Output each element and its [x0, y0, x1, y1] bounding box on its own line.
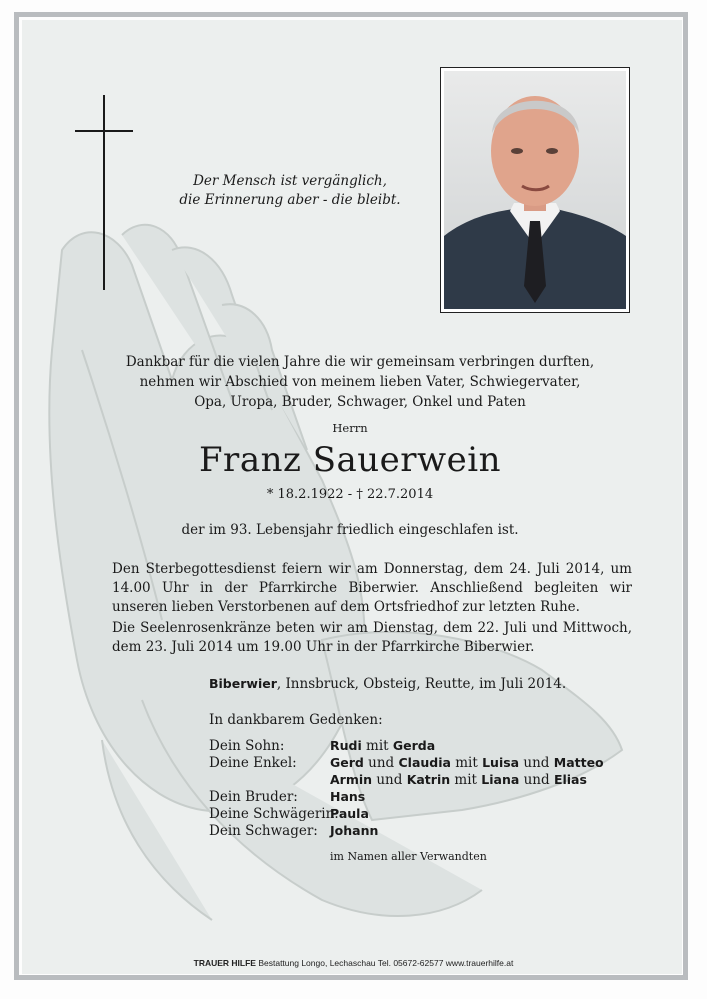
- conj: mit: [450, 755, 483, 771]
- grandchild-gerd: Gerd: [330, 755, 364, 770]
- grandchildren-label: Deine Enkel:: [209, 755, 297, 771]
- great-grandchild-luisa: Luisa: [482, 755, 520, 770]
- intro-line-3: Opa, Uropa, Bruder, Schwager, Onkel und Paten: [194, 394, 526, 410]
- place-rest: , Innsbruck, Obsteig, Reutte, im Juli 2014.: [276, 676, 567, 692]
- brother-label: Dein Bruder:: [209, 789, 298, 805]
- grandchildren-line-1: [330, 755, 604, 771]
- son-partner: Gerda: [392, 738, 436, 753]
- son-mit: mit: [361, 738, 393, 754]
- grandchild-katrin: Katrin: [406, 772, 451, 787]
- conj: und: [519, 772, 554, 788]
- funeral-service-text: Den Sterbegottesdienst feiern wir am Donnerstag, dem 24. Juli 2014, um 14.00 Uhr in der Pfarrkirche Biberwier. Anschließend begleiten wir unseren lieben Verstorbenen auf dem Ortsfriedhof zur letzten Ruhe.: [112, 561, 632, 615]
- sister-in-law-value: [330, 806, 369, 822]
- grandchildren-line-2: [330, 772, 587, 788]
- brother-value: [330, 789, 365, 805]
- salutation: Herrn: [332, 421, 368, 435]
- great-grandchild-elias: Elias: [553, 772, 587, 787]
- motto-line-1: Der Mensch ist vergänglich,: [193, 173, 387, 189]
- conj: und: [519, 755, 554, 771]
- grandchild-claudia: Claudia: [398, 755, 451, 770]
- son-label: Dein Sohn:: [209, 738, 285, 754]
- place-and-date: [209, 676, 566, 692]
- life-dates: * 18.2.1922 - † 22.7.2014: [266, 487, 434, 502]
- brother-in-law-name: Johann: [330, 823, 379, 838]
- son-name: Rudi: [330, 738, 362, 753]
- brother-in-law-label: Dein Schwager:: [209, 823, 318, 839]
- sister-in-law-name: Paula: [330, 806, 369, 821]
- conj: und: [372, 772, 407, 788]
- sister-in-law-label: Deine Schwägerin:: [209, 806, 339, 822]
- deceased-name: Franz Sauerwein: [198, 440, 502, 480]
- intro-text: [120, 352, 600, 412]
- footer-brand: TRAUER HILFE: [193, 958, 256, 968]
- intro-line-2: nehmen wir Abschied von meinem lieben Vater, Schwiegervater,: [139, 374, 581, 390]
- rosary-text: Die Seelenrosenkränze beten wir am Dienstag, dem 22. Juli und Mittwoch, dem 23. Juli 2014 um 19.00 Uhr in der Pfarrkirche Biberwier.: [112, 620, 632, 655]
- footer: [0, 958, 707, 968]
- portrait-photo: [444, 71, 626, 309]
- cross-icon: [75, 95, 133, 290]
- passed-away-text: der im 93. Lebensjahr friedlich eingeschlafen ist.: [181, 522, 519, 538]
- in-memory-heading: In dankbarem Gedenken:: [209, 712, 383, 728]
- great-grandchild-liana: Liana: [481, 772, 520, 787]
- grandchild-armin: Armin: [330, 772, 373, 787]
- intro-line-1: Dankbar für die vielen Jahre die wir gemeinsam verbringen durften,: [125, 354, 595, 370]
- brother-in-law-value: [330, 823, 378, 839]
- great-grandchild-matteo: Matteo: [553, 755, 604, 770]
- conj: und: [363, 755, 399, 771]
- motto: [150, 172, 430, 210]
- brother-name: Hans: [330, 789, 366, 804]
- portrait-frame: [440, 67, 630, 313]
- footer-details: Bestattung Longo, Lechaschau Tel. 05672-62577 www.trauerhilfe.at: [255, 958, 514, 968]
- son-value: [330, 738, 435, 754]
- motto-line-2: die Erinnerung aber - die bleibt.: [179, 192, 401, 208]
- place-town: Biberwier: [209, 676, 277, 691]
- relatives-note: im Namen aller Verwandten: [330, 850, 487, 863]
- conj: mit: [450, 772, 482, 788]
